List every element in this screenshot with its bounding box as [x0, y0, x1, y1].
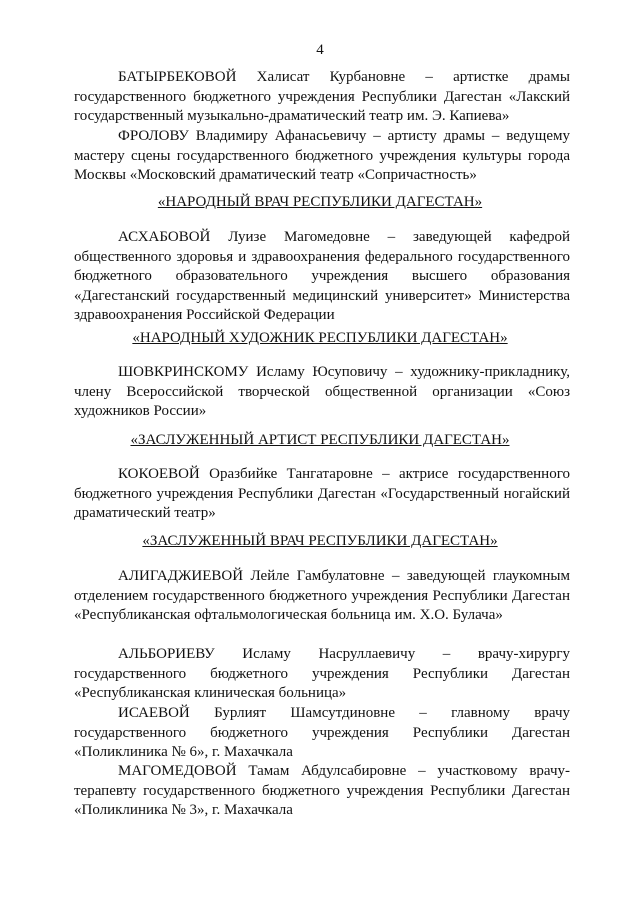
award-entry	[74, 68, 570, 127]
section-heading: «ЗАСЛУЖЕННЫЙ ВРАЧ РЕСПУБЛИКИ ДАГЕСТАН»	[142, 533, 498, 549]
section-heading: «НАРОДНЫЙ ВРАЧ РЕСПУБЛИКИ ДАГЕСТАН»	[157, 194, 483, 210]
award-entry-text: БАТЫРБЕКОВОЙ Халисат Курбановне – артистке драмы государственного бюджетного учреждения Республики Дагестан «Лакский государственный музыкально-драматический театр им. Э. Капиева»	[74, 69, 570, 124]
award-entry-text: МАГОМЕДОВОЙ Тамам Абдулсабировне – участковому врачу-терапевту государственного бюджетного учреждения Республики Дагестан «Поликлиника № 3», г. Махачкала	[74, 763, 570, 818]
award-entry-text: КОКОЕВОЙ Оразбийке Тангатаровне – актрисе государственного бюджетного учреждения Республики Дагестан «Государственный ногайский драматический театр»	[74, 466, 570, 521]
award-entry	[74, 704, 570, 763]
award-entry	[74, 567, 570, 626]
award-entry-text: ФРОЛОВУ Владимиру Афанасьевичу – артисту драмы – ведущему мастеру сцены государственного бюджетного учреждения культуры города Москвы «Московский драматический театр «Сопричастность»	[74, 128, 570, 183]
award-entry	[74, 228, 570, 326]
award-entry-text: ШОВКРИНСКОМУ Исламу Юсуповичу – художнику-прикладнику, члену Всероссийской творческой общественной организации «Союз художников России»	[74, 364, 570, 419]
award-entry-text: ИСАЕВОЙ Бурлият Шамсутдиновне – главному врачу государственного бюджетного учреждения Республики Дагестан «Поликлиника № 6», г. Махачкала	[74, 705, 570, 760]
award-entry-text: АЛЬБОРИЕВУ Исламу Насруллаевичу – врачу-хирургу государственного бюджетного учреждения Республики Дагестан «Республиканская клиническая больница»	[74, 646, 570, 701]
award-entry	[74, 645, 570, 704]
award-entry	[74, 127, 570, 186]
award-entry-text: АСХАБОВОЙ Луизе Магомедовне – заведующей кафедрой общественного здоровья и здравоохранения федерального государственного бюджетного образовательного учреждения высшего образования «Дагестанский государственный медицинский университет» Министерства здравоохранения Российской Федерации	[74, 229, 570, 323]
page-number: 4	[316, 42, 324, 58]
section-heading: «ЗАСЛУЖЕННЫЙ АРТИСТ РЕСПУБЛИКИ ДАГЕСТАН»	[130, 432, 510, 448]
award-entry	[74, 465, 570, 524]
award-entry-text: АЛИГАДЖИЕВОЙ Лейле Гамбулатовне – заведующей глаукомным отделением государственного бюджетного учреждения Республики Дагестан «Республиканская офтальмологическая больница им. Х.О. Булача»	[74, 568, 570, 623]
award-entry	[74, 762, 570, 821]
award-entry	[74, 363, 570, 422]
section-heading: «НАРОДНЫЙ ХУДОЖНИК РЕСПУБЛИКИ ДАГЕСТАН»	[132, 330, 508, 346]
